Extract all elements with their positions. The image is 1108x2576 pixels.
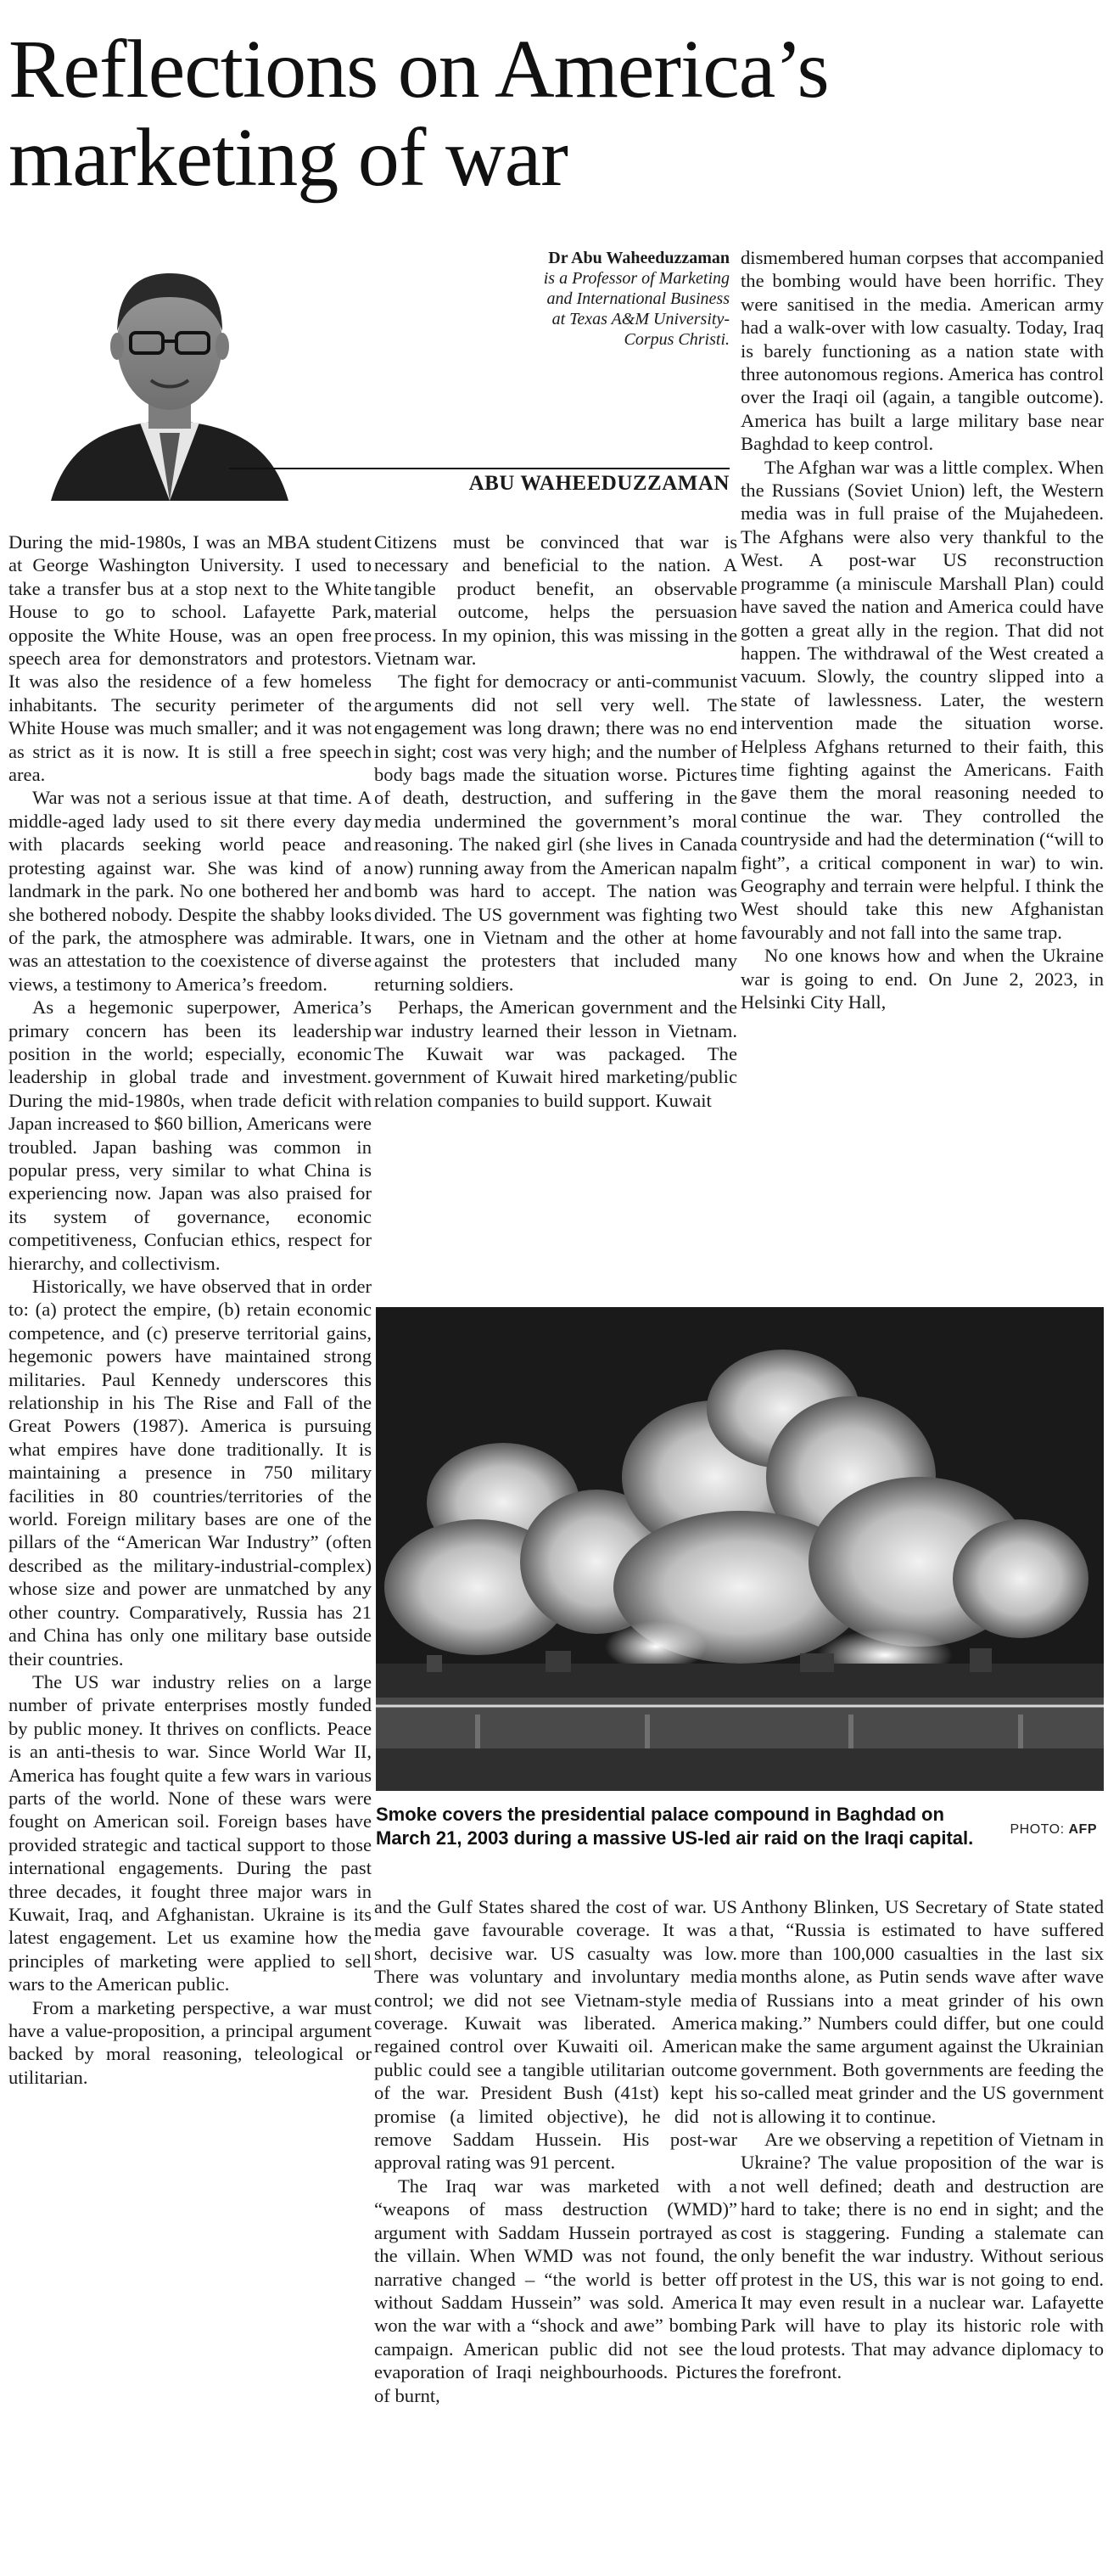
author-bio-line: is a Professor of Marketing	[543, 269, 730, 288]
author-bio-line: at Texas A&M University-	[551, 310, 730, 328]
author-bio-line: and International Business	[546, 289, 730, 308]
paragraph: During the mid-1980s, I was an MBA student at George Washington University. I used to take a transfer bus at a stop next to the White House to go to school. Lafayette Park, opposite the White House, was an open free speech area for demonstrators and protestors. It was also the residence of a few homeless inhabitants. The security perimeter of the White House was much smaller; and it was not as strict as it is now. It is still a free speech area.	[8, 531, 372, 786]
photo-credit-source: AFP	[1068, 1822, 1097, 1837]
column-1	[8, 530, 372, 2089]
photo-block	[376, 1307, 1104, 1850]
paragraph: Perhaps, the American government and the war industry learned their lesson in Vietnam. The Kuwait war was packaged. The government of Kuwait hired marketing/public relation companies to build support. Kuwait	[374, 996, 737, 1111]
paragraph: As a hegemonic superpower, America’s primary concern has been its leadership position in the world; especially, economic leadership in global trade and investment. During the mid-1980s, when trade deficit with Japan increased to $60 billion, Americans were troubled. Japan bashing was common in popular press, very similar to what China is experiencing now. Japan was also praised for its system of governance, economic competitiveness, Confucian ethics, respect for hierarchy, and collectivism.	[8, 996, 372, 1274]
column-3	[741, 246, 1104, 1013]
paragraph: No one knows how and when the Ukraine war is going to end. On June 2, 2023, in Helsinki City Hall,	[741, 945, 1104, 1013]
paragraph: Anthony Blinken, US Secretary of State stated that, “Russia is estimated to have suffered more than 100,000 casualties in the last six months alone, as Putin sends wave after wave of Russians into a meat grinder of his own making.” Numbers could differ, but one could make the same argument against the Ukrainian government. Both governments are feeding the so-called meat grinder and the US government is allowing it to continue.	[741, 1896, 1104, 2127]
paragraph: Historically, we have observed that in order to: (a) protect the empire, (b) retain economic competence, and (c) preserve territorial gains, hegemonic powers have maintained strong militaries. Paul Kennedy underscores this relationship in his The Rise and Fall of the Great Powers (1987). America is pursuing what empires have done traditionally. It is maintaining a presence in 750 military facilities in 80 countries/territories of the world. Foreign military bases are one of the pillars of the “American War Industry” (often described as the military-industrial-complex) whose size and power are unmatched by any other country. Comparatively, Russia has 21 and China has only one military base outside their countries.	[8, 1276, 372, 1670]
photo-caption: Smoke covers the presidential palace compound in Baghdad on March 21, 2003 during a massive US-led air raid on the Iraqi capital.	[376, 1804, 974, 1849]
column-2-lower	[374, 1895, 737, 2407]
paragraph: Are we observing a repetition of Vietnam in Ukraine? The value proposition of the war is not well defined; death and destruction are hard to take; there is no end in sight; and the cost is staggering. Funding a stalemate can only benefit the war industry. Without serious protest in the US, this war is not going to end. It may even result in a nuclear war. Lafayette Park will have to play its historic role with loud protests. That may advance diplomacy to the forefront.	[741, 2129, 1104, 2383]
column-2	[374, 530, 737, 1112]
author-portrait	[34, 246, 305, 501]
paragraph: The US war industry relies on a large number of private enterprises mostly funded by public money. It thrives on conflicts. Peace is an anti-thesis to war. Since World War II, America has fought quite a few wars in various parts of the world. None of these wars were fought on American soil. Foreign bases have provided strategic and tactical support to those international engagements. During the past three decades, it fought three major wars in Kuwait, Iraq, and Afghanistan. Ukraine is its latest engagement. Let us examine how the principles of marketing were applied to sell wars to the American public.	[8, 1670, 372, 1995]
paragraph: The Iraq war was marketed with a “weapons of mass destruction (WMD)” argument with Saddam Hussein portrayed as the villain. When WMD was not found, the narrative changed – “the world is better off without Saddam Hussein” was sold. America won the war with a “shock and awe” bombing campaign. American public did not see the evaporation of Iraqi neighbourhoods. Pictures of burnt,	[374, 2175, 737, 2406]
paragraph: Citizens must be convinced that war is necessary and beneficial to the nation. A tangible product benefit, an observable material outcome, helps the persuasion process. In my opinion, this was missing in the Vietnam war.	[374, 531, 737, 670]
paragraph: dismembered human corpses that accompanied the bombing would have been horrific. They were sanitised in the media. American army had a walk-over with low casualty. Today, Iraq is barely functioning as a nation state with three autonomous regions. America has control over the Iraqi oil (again, a tangible outcome). America has built a large military base near Baghdad to keep control.	[741, 247, 1104, 455]
author-bio-line: Corpus Christi.	[624, 330, 730, 349]
paragraph: The fight for democracy or anti-communist arguments did not sell very well. The engagement was long drawn; there was no end in sight; cost was very high; and the number of body bags made the situation worse. Pictures of death, destruction, and suffering in the media undermined the government’s moral reasoning. The naked girl (she lives in Canada now) running away from the American napalm bomb was hard to accept. The nation was divided. The US government was fighting two wars, one in Vietnam and the other at home against the protesters that included many returning soldiers.	[374, 671, 737, 995]
byline: ABU WAHEEDUZZAMAN	[468, 472, 730, 495]
byline-rule	[229, 468, 730, 469]
paragraph: and the Gulf States shared the cost of war. US media gave favourable coverage. It was a short, decisive war. US casualty was low. There was voluntary and involuntary media control; we did not see Vietnam-style media coverage. Kuwait was liberated. America regained control over Kuwaiti oil. American public could see a tangible utilitarian outcome of the war. President Bush (41st) kept his promise (a limited objective), he did not remove Saddam Hussein. His post-war approval rating was 91 percent.	[374, 1896, 737, 2174]
photo-credit	[1010, 1822, 1098, 1838]
photo-credit-label: PHOTO:	[1010, 1822, 1065, 1837]
headline: Reflections on America’s marketing of war	[8, 24, 829, 204]
baghdad-smoke-photo	[376, 1307, 1104, 1791]
author-credit	[407, 248, 730, 350]
paragraph: The Afghan war was a little complex. When the Russians (Soviet Union) left, the Western media was in full praise of the Mujahedeen. The Afghans were also very thankful to the West. A post-war US reconstruction programme (a miniscule Marshall Plan) could have saved the nation and America could have gotten a great ally in the region. That did not happen. The withdrawal of the West created a vacuum. Slowly, the country slipped into a state of lawlessness. Later, the western intervention made the situation worse. Helpless Afghans returned to their faith, this time fighting against the Americans. Faith gave them the moral reasoning needed to continue the war. They controlled the countryside and had the determination (“will to fight”, a critical component in war) to win. Geography and terrain were helpful. I think the West should take this new Afghanistan favourably and not fall into the same trap.	[741, 456, 1104, 943]
author-block	[0, 238, 730, 505]
paragraph: From a marketing perspective, a war must have a value-proposition, a principal argument backed by moral reasoning, teleological or utilitarian.	[8, 1996, 372, 2088]
paragraph: War was not a serious issue at that time. A middle-aged lady used to sit there every day with placards seeking world peace and protesting against war. She was kind of a landmark in the park. No one bothered her and she bothered nobody. Despite the shabby looks of the park, the atmosphere was admirable. It was an attestation to the coexistence of diverse views, a testimony to America’s freedom.	[8, 787, 372, 995]
author-credit-name: Dr Abu Waheeduzzaman	[548, 249, 730, 267]
column-3-lower	[741, 1895, 1104, 2384]
